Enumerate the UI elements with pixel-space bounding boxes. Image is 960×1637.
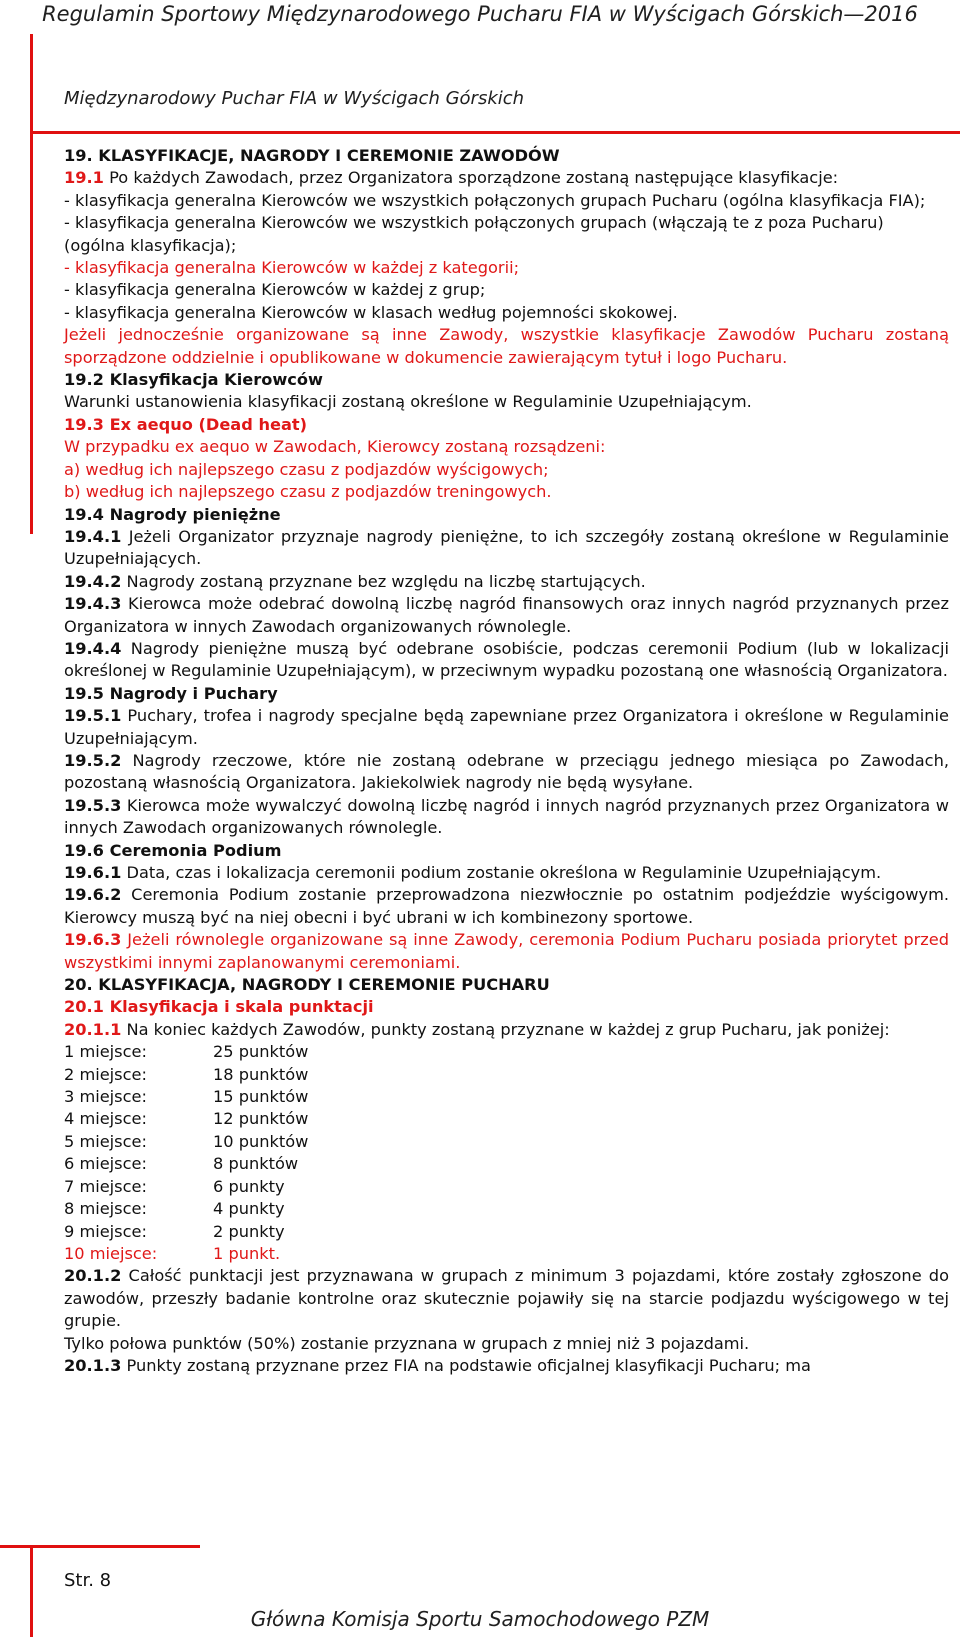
section-19-3-title: 19.3 Ex aequo (Dead heat) [64, 414, 308, 434]
paragraph-19-4-2: 19.4.2 Nagrody zostaną przyznane bez względu na liczbę startujących. [64, 571, 646, 591]
paragraph-20-1-2: 20.1.2 Całość punktacji jest przyznawana w grupach z minimum 3 pojazdami, które zostały zgłoszone do zawodów, przeszły badanie kontrolne oraz skutecznie pojawiły się na starcie podjazdu wyścigowego w tej grupie. [64, 1266, 949, 1331]
paragraph-19-3: W przypadku ex aequo w Zawodach, Kierowcy zostaną rozsądzeni: [64, 437, 606, 457]
section-19-5-title: 19.5 Nagrody i Puchary [64, 683, 278, 703]
paragraph-19-5-1: 19.5.1 Puchary, trofea i nagrody specjalne będą zapewniane przez Organizatora i określone w Regulaminie Uzupełniającym. [64, 706, 949, 748]
points-table [64, 1041, 949, 1265]
table-row: 10 miejsce: 1 punkt. [64, 1243, 281, 1263]
paragraph-20-1-2b: Tylko połowa punktów (50%) zostanie przyznana w grupach z mniej niż 3 pojazdami. [64, 1333, 750, 1353]
table-row: 3 miejsce: 15 punktów [64, 1087, 309, 1107]
section-19-title: 19. KLASYFIKACJE, NAGRODY I CEREMONIE ZAWODÓW [64, 146, 560, 165]
table-row: 8 miejsce: 4 punkty [64, 1199, 285, 1219]
paragraph-19-2: Warunki ustanowienia klasyfikacji zostaną określone w Regulaminie Uzupełniającym. [64, 392, 752, 412]
table-row: 5 miejsce: 10 punktów [64, 1131, 309, 1151]
table-row: 7 miejsce: 6 punkty [64, 1176, 285, 1196]
paragraph-19-4-1: 19.4.1 Jeżeli Organizator przyznaje nagrody pieniężne, to ich szczegóły zostaną określone w Regulaminie Uzupełniających. [64, 526, 949, 569]
paragraph-19-6-2: 19.6.2 Ceremonia Podium zostanie przeprowadzona niezwłocznie po ostatnim podjeździe wyścigowym. Kierowcy muszą być na niej obecni i być ubrani w ich kombinezony sportowe. [64, 885, 949, 927]
section-19-6-title: 19.6 Ceremonia Podium [64, 840, 282, 860]
table-row: 1 miejsce: 25 punktów [64, 1042, 309, 1062]
list-item: - klasyfikacja generalna Kierowców we wszystkich połączonych grupach (włączają te z poza Pucharu) (ogólna klasyfikacja); [64, 213, 884, 255]
paragraph-19-5-2: 19.5.2 Nagrody rzeczowe, które nie zostaną odebrane w przeciągu jednego miesiąca po Zawodach, pozostaną własnością Organizatora. Jakiekolwiek nagrody nie będą wysyłane. [64, 750, 949, 793]
paragraph-19-5-3: 19.5.3 Kierowca może wywalczyć dowolną liczbę nagród i innych nagród przyznanych przez Organizatora w innych Zawodach organizowanych równolegle. [64, 795, 949, 838]
paragraph-19-1-note: Jeżeli jednocześnie organizowane są inne Zawody, wszystkie klasyfikacje Zawodów Pucharu zostaną sporządzone oddzielnie i opublikowane w dokumencie zawierającym tytuł i logo Pucharu. [64, 325, 949, 367]
document-header: Regulamin Sportowy Międzynarodowego Pucharu FIA w Wyścigach Górskich—2016 [42, 2, 918, 26]
paragraph-19-4-3: 19.4.3 Kierowca może odebrać dowolną liczbę nagród finansowych oraz innych nagród przyznanych przez Organizatora w innych Zawodach organizowanych równolegle. [64, 594, 949, 636]
document-body [64, 145, 949, 1377]
document-subheader: Międzynarodowy Puchar FIA w Wyścigach Górskich [64, 88, 525, 109]
list-item: b) według ich najlepszego czasu z podjazdów treningowych. [64, 482, 552, 502]
table-row: 9 miejsce: 2 punkty [64, 1221, 285, 1241]
table-row: 4 miejsce: 12 punktów [64, 1109, 309, 1129]
section-20-title: 20. KLASYFIKACJA, NAGRODY I CEREMONIE PUCHARU [64, 975, 550, 995]
table-row: 6 miejsce: 8 punktów [64, 1154, 299, 1174]
section-19-4-title: 19.4 Nagrody pieniężne [64, 504, 281, 524]
paragraph-20-1-3: 20.1.3 Punkty zostaną przyznane przez FIA na podstawie oficjalnej klasyfikacji Pucharu; ma [64, 1355, 811, 1375]
margin-rule [30, 34, 33, 534]
document-footer: Główna Komisja Sportu Samochodowego PZM [250, 1607, 710, 1631]
list-item: - klasyfikacja generalna Kierowców we wszystkich połączonych grupach Pucharu (ogólna klasyfikacja FIA); [64, 190, 926, 210]
list-item: a) według ich najlepszego czasu z podjazdów wyścigowych; [64, 459, 549, 479]
header-rule [30, 131, 960, 134]
paragraph-19-1: 19.1 Po każdych Zawodach, przez Organizatora sporządzone zostaną następujące klasyfikacje: [64, 168, 839, 188]
list-item: - klasyfikacja generalna Kierowców w każdej z grup; [64, 280, 486, 300]
table-row: 2 miejsce: 18 punktów [64, 1064, 309, 1084]
paragraph-19-4-4: 19.4.4 Nagrody pieniężne muszą być odebrane osobiście, podczas ceremonii Podium (lub w lokalizacji określonej w Regulaminie Uzupełniającym), w przeciwnym wypadku pozostaną one własnością Organizatora. [64, 638, 949, 681]
paragraph-20-1-1: 20.1.1 Na koniec każdych Zawodów, punkty zostaną przyznane w każdej z grup Pucharu, jak poniżej: [64, 1019, 890, 1039]
list-item: - klasyfikacja generalna Kierowców w każdej z kategorii; [64, 258, 520, 278]
page-number: Str. 8 [64, 1570, 112, 1591]
section-20-1-title: 20.1 Klasyfikacja i skala punktacji [64, 997, 374, 1017]
list-item: - klasyfikacja generalna Kierowców w klasach według pojemności skokowej. [64, 302, 678, 322]
section-19-2-title: 19.2 Klasyfikacja Kierowców [64, 370, 323, 390]
paragraph-19-6-3: 19.6.3 Jeżeli równolegle organizowane są inne Zawody, ceremonia Podium Pucharu posiada priorytet przed wszystkimi innymi zaplanowanymi ceremoniami. [64, 930, 949, 972]
paragraph-19-6-1: 19.6.1 Data, czas i lokalizacja ceremonii podium zostanie określona w Regulaminie Uzupełniającym. [64, 863, 882, 882]
